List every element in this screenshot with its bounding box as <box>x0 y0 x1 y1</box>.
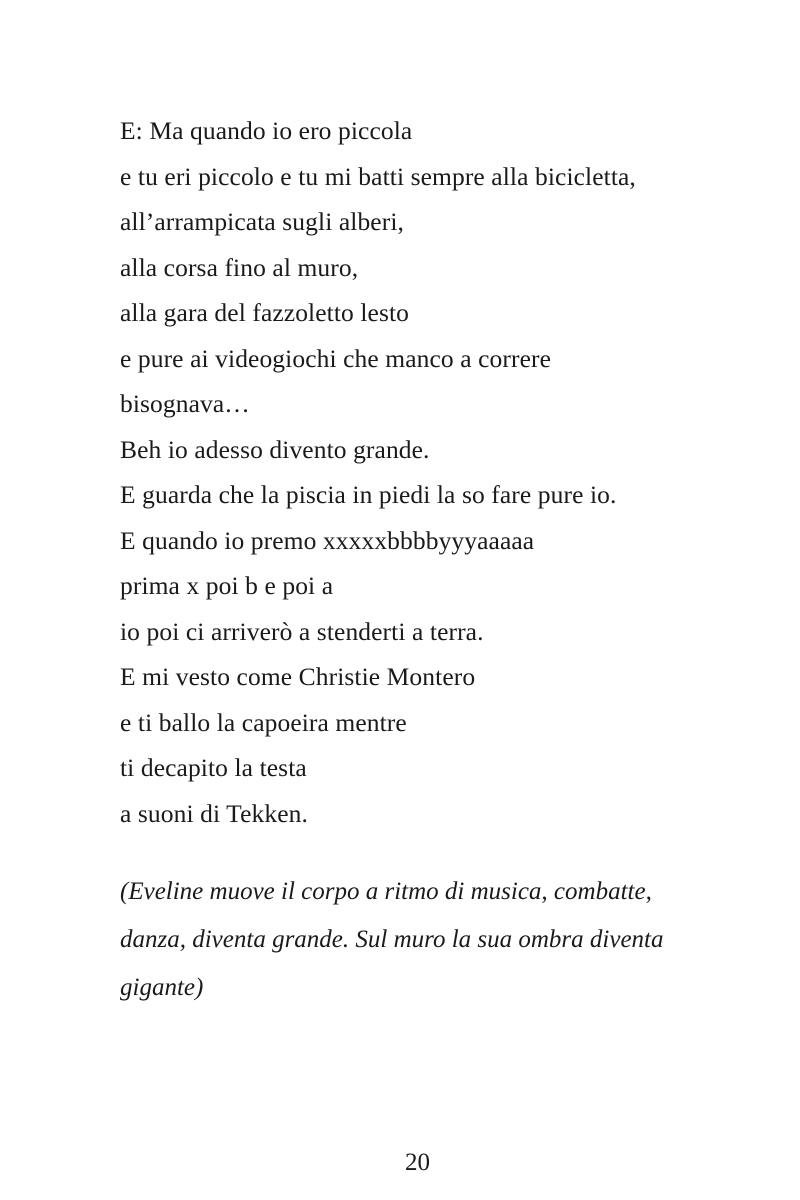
poem-line: alla gara del fazzoletto lesto <box>120 298 410 327</box>
poem-line: e tu eri piccolo e tu mi batti sempre alla bicicletta, <box>120 161 636 191</box>
poem-line: E: Ma quando io ero piccola <box>120 116 413 145</box>
poem-line: all’arrampicata sugli alberi, <box>120 207 404 236</box>
poem-line: Beh io adesso divento grande. <box>120 434 430 464</box>
poem-line: bisognava… <box>120 389 250 418</box>
poem-line: alla corsa fino al muro, <box>120 252 359 282</box>
poem-text <box>120 108 760 836</box>
poem-line: io poi ci arriverò a stenderti a terra. <box>120 616 484 646</box>
poem-line: E quando io premo xxxxxbbbbyyyaaaaa <box>120 525 535 555</box>
stage-direction: (Eveline muove il corpo a ritmo di musica, combatte, danza, diventa grande. Sul muro la sua ombra diventa gigante) <box>120 878 664 1001</box>
poem-line: e pure ai videogiochi che manco a correre <box>120 343 552 373</box>
poem-line: ti decapito la testa <box>120 753 307 782</box>
poem-line: E mi vesto come Christie Montero <box>120 662 476 691</box>
poem-line: e ti ballo la capoeira mentre <box>120 707 407 737</box>
poem-line: a suoni di Tekken. <box>120 798 308 828</box>
poem-line: E guarda che la piscia in piedi la so fare pure io. <box>120 480 617 509</box>
page-number: 20 <box>405 1149 430 1176</box>
poem-line: prima x poi b e poi a <box>120 571 334 600</box>
